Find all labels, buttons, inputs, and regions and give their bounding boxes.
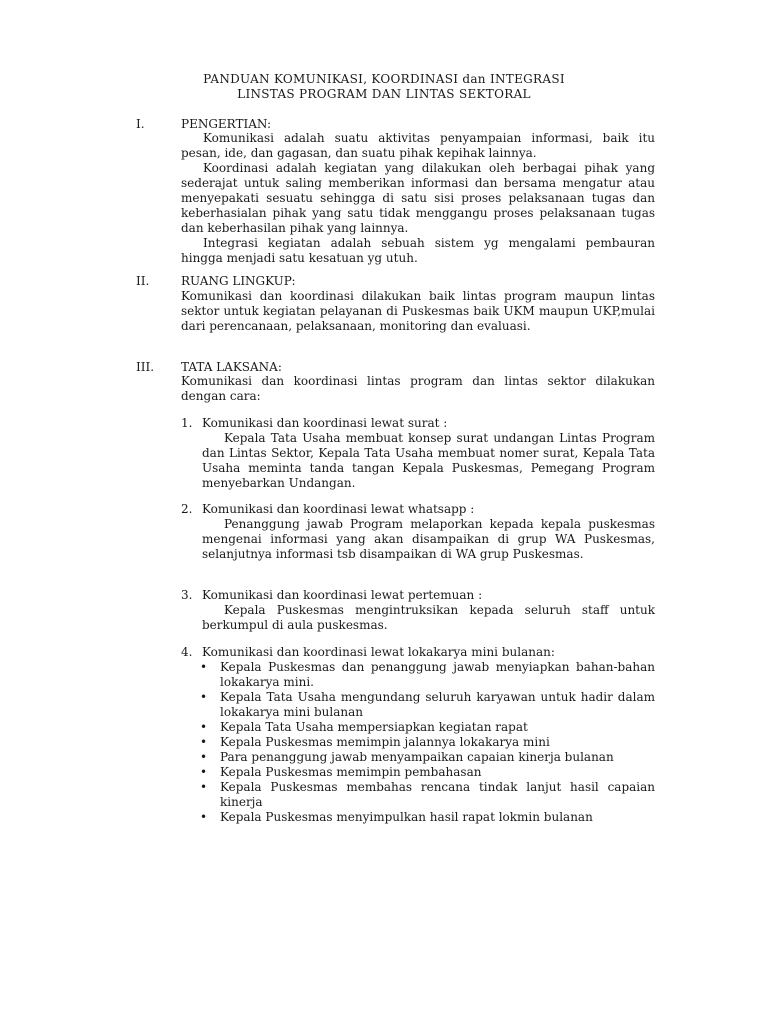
section-2-number: II.	[136, 274, 150, 288]
section-2-heading: RUANG LINGKUP:	[181, 274, 296, 288]
procedure-item-1-body: Kepala Tata Usaha membuat konsep surat undangan Lintas Program dan Lintas Sektor, Kepala Tata Usaha membuat nomer surat, Kepala Tata Usaha meminta tanda tangan Kepala Puskesmas, Pemegang Program menyebarkan Undangan.	[202, 431, 655, 490]
list-item	[198, 735, 655, 750]
bullet-icon: •	[200, 765, 208, 779]
procedure-item-2-heading	[181, 502, 474, 517]
list-item	[198, 765, 655, 780]
procedure-item-title: Komunikasi dan koordinasi lewat lokakarya mini bulanan:	[202, 645, 555, 659]
procedure-item-title: Komunikasi dan koordinasi lewat pertemuan :	[202, 588, 483, 602]
section-3-heading: TATA LAKSANA:	[181, 360, 282, 374]
procedure-item-number: 2.	[181, 502, 193, 516]
list-item-text: Para penanggung jawab menyampaikan capaian kinerja bulanan	[220, 750, 614, 764]
section-3-number: III.	[136, 360, 155, 374]
list-item	[198, 810, 655, 825]
list-item-text: Kepala Puskesmas dan penanggung jawab menyiapkan bahan-bahan lokakarya mini.	[220, 660, 655, 689]
procedure-item-1-heading	[181, 416, 447, 431]
section-1-paragraph: Integrasi kegiatan adalah sebuah sistem yg mengalami pembauran hingga menjadi satu kesatuan yg utuh.	[181, 236, 655, 265]
procedure-item-number: 4.	[181, 645, 193, 659]
section-2-body	[181, 289, 655, 334]
procedure-item-3-body: Kepala Puskesmas mengintruksikan kepada seluruh staff untuk berkumpul di aula puskesmas.	[202, 603, 655, 632]
section-1-body	[181, 131, 655, 266]
lokakarya-bullet-list	[198, 660, 655, 825]
section-1-paragraph: Komunikasi adalah suatu aktivitas penyampaian informasi, baik itu pesan, ide, dan gagasan, dan suatu pihak kepihak lainnya.	[181, 131, 655, 160]
list-item-text: Kepala Puskesmas memimpin jalannya lokakarya mini	[220, 735, 550, 749]
procedure-item-title: Komunikasi dan koordinasi lewat surat :	[202, 416, 448, 430]
bullet-icon: •	[200, 660, 208, 674]
procedure-item-number: 1.	[181, 416, 193, 430]
list-item	[198, 720, 655, 735]
bullet-icon: •	[200, 810, 208, 824]
bullet-icon: •	[200, 735, 208, 749]
document-title-line-1: PANDUAN KOMUNIKASI, KOORDINASI dan INTEGRASI	[203, 72, 565, 86]
procedure-item-2-body: Penanggung jawab Program melaporkan kepada kepala puskesmas mengenai informasi yang akan disampaikan di grup WA Puskesmas, selanjutnya informasi tsb disampaikan di WA grup Puskesmas.	[202, 517, 655, 561]
section-3-intro: Komunikasi dan koordinasi lintas program dan lintas sektor dilakukan dengan cara:	[181, 374, 655, 403]
section-2-paragraph: Komunikasi dan koordinasi dilakukan baik lintas program maupun lintas sektor untuk kegiatan pelayanan di Puskesmas baik UKM maupun UKP,mulai dari perencanaan, pelaksanaan, monitoring dan evaluasi.	[181, 289, 655, 333]
section-1-number: I.	[136, 117, 145, 131]
procedure-item-4-heading	[181, 645, 555, 660]
list-item-text: Kepala Puskesmas memimpin pembahasan	[220, 765, 482, 779]
list-item-text: Kepala Puskesmas membahas rencana tindak lanjut hasil capaian kinerja	[220, 780, 655, 809]
list-item	[198, 660, 655, 690]
section-1-paragraph: Koordinasi adalah kegiatan yang dilakukan oleh berbagai pihak yang sederajat untuk saling memberikan informasi dan bersama mengatur atau menyepakati sesuatu sehingga di satu sisi proses pelaksanaan tugas dan keberhasialan pihak yang satu tidak menggangu proses pelaksanaan tugas dan keberhasilan pihak yang lainnya.	[181, 161, 655, 235]
list-item	[198, 690, 655, 720]
list-item	[198, 780, 655, 810]
list-item-text: Kepala Tata Usaha mempersiapkan kegiatan rapat	[220, 720, 528, 734]
document-title-line-2: LINSTAS PROGRAM DAN LINTAS SEKTORAL	[237, 87, 531, 101]
bullet-icon: •	[200, 690, 208, 704]
list-item-text: Kepala Tata Usaha mengundang seluruh karyawan untuk hadir dalam lokakarya mini bulanan	[220, 690, 655, 719]
bullet-icon: •	[200, 720, 208, 734]
procedure-item-number: 3.	[181, 588, 193, 602]
section-1-heading: PENGERTIAN:	[181, 117, 272, 131]
list-item	[198, 750, 655, 765]
procedure-item-3-heading	[181, 588, 482, 603]
list-item-text: Kepala Puskesmas menyimpulkan hasil rapat lokmin bulanan	[220, 810, 593, 824]
procedure-item-title: Komunikasi dan koordinasi lewat whatsapp :	[202, 502, 475, 516]
bullet-icon: •	[200, 750, 208, 764]
bullet-icon: •	[200, 780, 208, 794]
